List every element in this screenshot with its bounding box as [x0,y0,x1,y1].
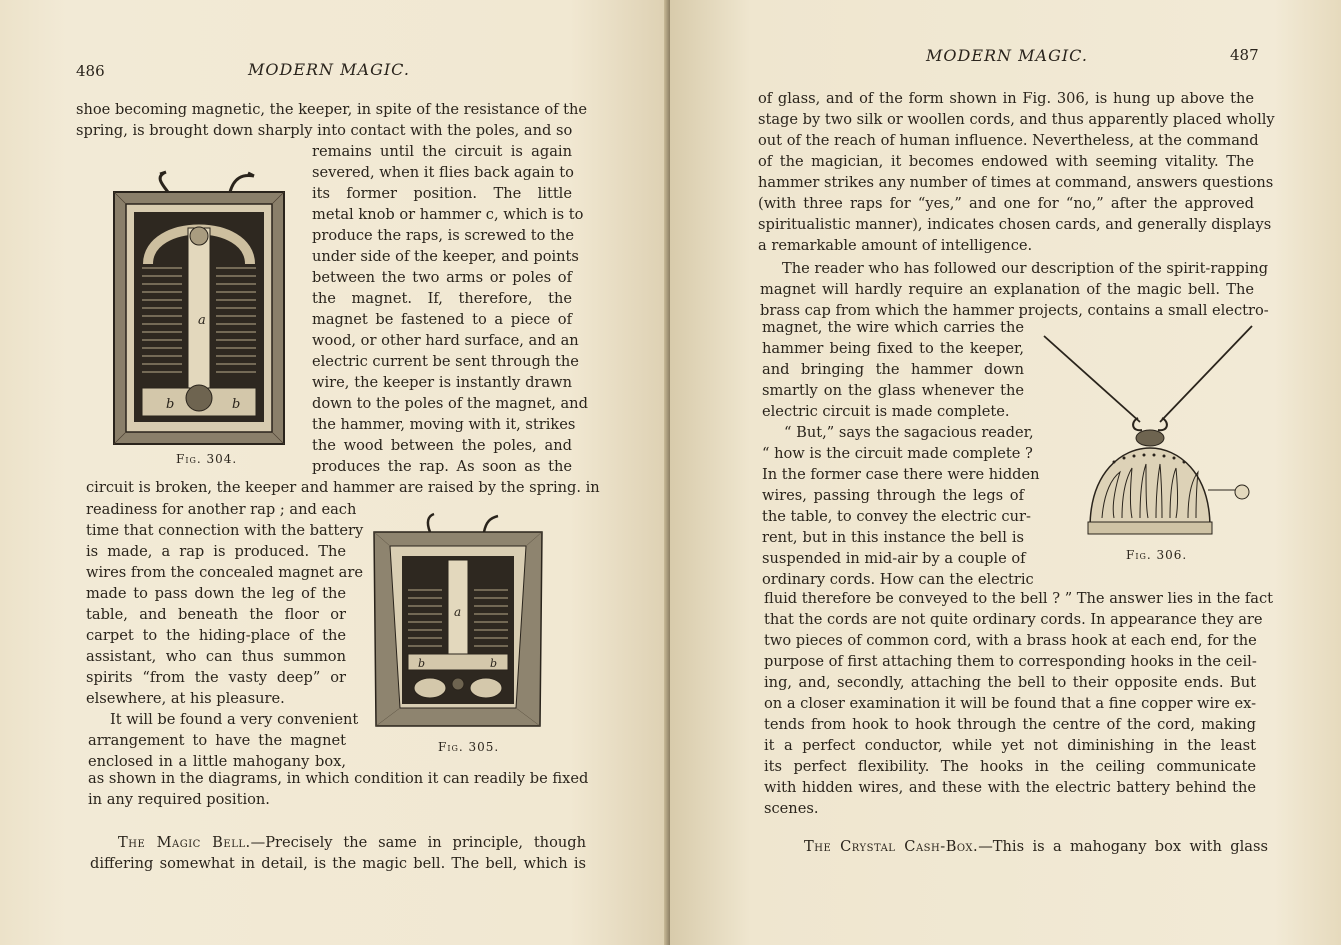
text-line: “ how is the circuit made complete ? [762,445,1033,462]
figure-304 [108,168,294,452]
text-line: severed, when it flies back again to [312,164,574,181]
text-line: with hidden wires, and these with the electric battery behind the [764,779,1256,796]
figure-306 [1042,322,1254,552]
text-line: circuit is broken, the keeper and hammer are raised by the spring. in [86,479,600,496]
left-page [0,0,670,945]
figure-caption: Fig. 305. [438,740,500,754]
text-line: electric circuit is made complete. [762,403,1010,420]
text-line: on a closer examination it will be found that a fine copper wire ex- [764,695,1257,712]
running-head: MODERN MAGIC. [248,60,410,79]
text-line: out of the reach of human influence. Nevertheless, at the command [758,132,1259,149]
text-line: the magnet. If, therefore, the [312,290,572,307]
text-line: fluid therefore be conveyed to the bell ? ” The answer lies in the fact [764,590,1274,607]
section-title: The Crystal Cash-Box. [804,838,979,855]
text-line: readiness for another rap ; and each [86,501,357,518]
text-line: magnet will hardly require an explanation of the magic bell. The [760,281,1254,298]
text-line [118,832,586,853]
text-line: wood, or other hard surface, and an [312,332,579,349]
fig-305-boxed-magnet-engraving [372,512,544,730]
running-head: MODERN MAGIC. [926,46,1088,65]
text-line: down to the poles of the magnet, and [312,395,588,412]
text-block-full [86,477,600,498]
text-block-wrap-2 [86,499,364,709]
text-line: two pieces of common cord, with a brass hook at each end, for the [764,632,1257,649]
text-block-para1 [758,88,1275,256]
text-line: time that connection with the battery [86,522,364,539]
text-line: tends from hook to hook through the centre of the cord, making [764,716,1256,733]
text-line: remains until the circuit is again [312,143,572,160]
text-line: scenes. [764,800,819,817]
text-line: produce the raps, is screwed to the [312,227,574,244]
text-line: of the magician, it becomes endowed with seeming vitality. The [758,153,1254,170]
text-line: electric current be sent through the [312,353,579,370]
text-line: magnet, the wire which carries the [762,319,1024,336]
section-magic-bell-cont [90,853,586,874]
text-line: hammer being fixed to the keeper, [762,340,1024,357]
text-line: elsewhere, at his pleasure. [86,690,285,707]
text-line: stage by two silk or woollen cords, and thus apparently placed wholly [758,111,1275,128]
text-line: the hammer, moving with it, strikes [312,416,576,433]
text-line: the wood between the poles, and [312,437,572,454]
text-line: ing, and, secondly, attaching the bell to their opposite ends. But [764,674,1256,691]
text-line: as shown in the diagrams, in which condition it can readily be fixed [88,770,589,787]
page-number: 486 [76,62,105,80]
text-block-para3 [764,588,1274,819]
fig-label-a: a [198,313,206,328]
text-line: it a perfect conductor, while yet not diminishing in the least [764,737,1256,754]
section-title: The Magic Bell. [118,834,251,851]
text-line: ordinary cords. How can the electric [762,571,1034,588]
text-line: rent, but in this instance the bell is [762,529,1024,546]
text-line: hammer strikes any number of times at command, answers questions [758,174,1274,191]
text-line: spirits “from the vasty deep” or [86,669,346,686]
text-line: suspended in mid-air by a couple of [762,550,1026,567]
text-line: made to pass down the leg of the [86,585,346,602]
text-line: (with three raps for “yes,” and one for “no,” after the approved [758,195,1254,212]
text-line: “ But,” says the sagacious reader, [784,424,1034,441]
text-line: in any required position. [88,791,270,808]
text-line: wires, passing through the legs of [762,487,1024,504]
text-line: of glass, and of the form shown in Fig. 306, is hung up above the [758,90,1254,107]
text-line: It will be found a very convenient [110,711,359,728]
fig-306-magic-bell-engraving [1042,322,1254,548]
text-line [804,836,1268,857]
text-line: shoe becoming magnetic, the keeper, in spite of the resistance of the [76,101,588,118]
section-text: —Precisely the same in principle, though [250,834,587,851]
text-block-wrap-1 [312,141,588,477]
fig-label-b: b [490,657,498,670]
text-line: and bringing the hammer down [762,361,1024,378]
text-block-para2 [760,258,1269,321]
fig-label-b: b [232,397,241,412]
fig-304-magnet-engraving [108,168,294,448]
text-line: smartly on the glass whenever the [762,382,1024,399]
figure-caption: Fig. 304. [176,452,238,466]
section-text: —This is a mahogany box with glass [978,838,1268,855]
text-line: assistant, who can thus summon [86,648,346,665]
text-line: The reader who has followed our description of the spirit-rapping [782,260,1269,277]
text-line: is made, a rap is produced. The [86,543,346,560]
fig-label-a: a [454,605,462,619]
text-block-end [88,768,589,810]
fig-label-b: b [418,657,426,670]
text-block-wrap-3 [88,709,359,772]
text-line: carpet to the hiding-place of the [86,627,346,644]
text-line: enclosed in a little mahogany box, [88,753,346,770]
text-line: metal knob or hammer c, which is to [312,206,584,223]
text-block-top [76,99,588,141]
section-crystal-cash-box [804,836,1268,857]
text-line: In the former case there were hidden [762,466,1040,483]
text-line: purpose of first attaching them to corresponding hooks in the ceil- [764,653,1257,670]
text-line: that the cords are not quite ordinary cords. In appearance they are [764,611,1263,628]
text-line: the table, to convey the electric cur- [762,508,1031,525]
text-line: table, and beneath the floor or [86,606,346,623]
text-line: spring, is brought down sharply into contact with the poles, and so [76,122,573,139]
text-line: arrangement to have the magnet [88,732,346,749]
fig-label-b: b [166,397,175,412]
text-line: differing somewhat in detail, is the magic bell. The bell, which is [90,855,586,872]
right-page [670,0,1341,945]
text-line: its perfect flexibility. The hooks in the ceiling communicate [764,758,1256,775]
section-magic-bell [118,832,586,853]
text-line: brass cap from which the hammer projects, contains a small electro- [760,302,1269,319]
page-number: 487 [1230,46,1259,64]
text-line: its former position. The little [312,185,572,202]
text-line: wires from the concealed magnet are [86,564,363,581]
text-line: wire, the keeper is instantly drawn [312,374,572,391]
text-block-wrap [762,317,1040,590]
figure-caption: Fig. 306. [1126,548,1188,562]
text-line: between the two arms or poles of [312,269,572,286]
text-line: magnet be fastened to a piece of [312,311,572,328]
text-line: a remarkable amount of intelligence. [758,237,1033,254]
text-line: spiritualistic manner), indicates chosen cards, and generally displays [758,216,1272,233]
figure-305 [372,512,544,734]
text-line: under side of the keeper, and points [312,248,579,265]
text-line: produces the rap. As soon as the [312,458,572,475]
